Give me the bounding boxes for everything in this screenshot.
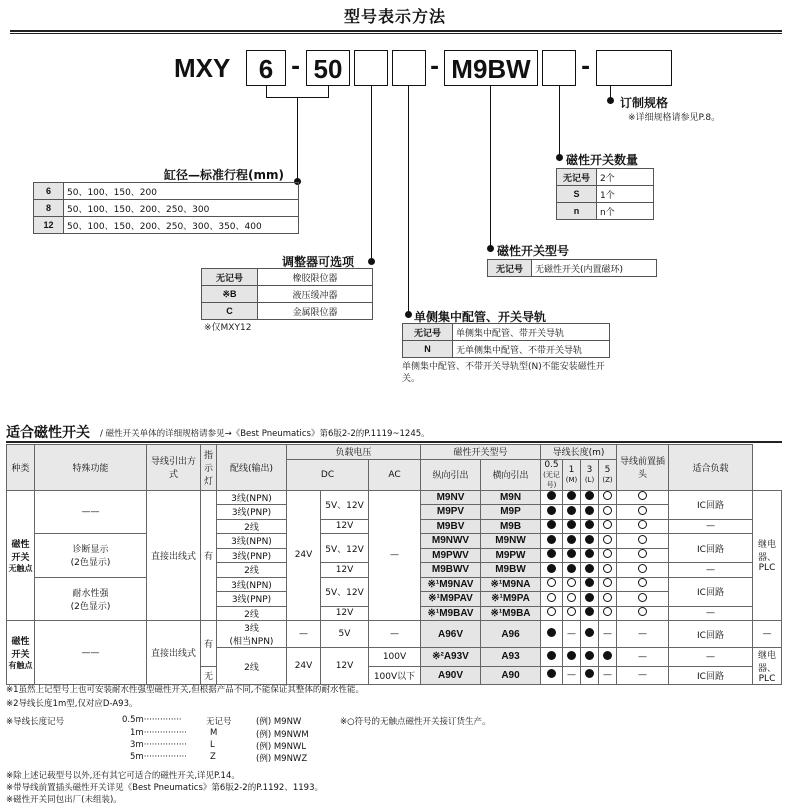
- made-to-order-mark: [603, 607, 612, 616]
- len-2: 3m················: [130, 740, 187, 750]
- available-mark: [585, 564, 594, 573]
- table-row: 磁性开关 有触点 —— 直接出线式 有 3线 (相当NPN) — 5V — A96V A96 — — — IC回路 —: [7, 621, 782, 648]
- len-0: 0.5m··············: [122, 715, 182, 725]
- available-mark: [547, 520, 556, 529]
- available-mark: [585, 593, 594, 602]
- note-1: ※1虽然上记型号上也可安装耐水性强型磁性开关,但根据产品不同,不能保证其整体的耐水性能。: [6, 685, 364, 695]
- made-to-order-mark: [567, 607, 576, 616]
- connector: [297, 97, 298, 181]
- made-to-order-mark: [567, 593, 576, 602]
- made-to-order-mark: [638, 535, 647, 544]
- len-1-code: M: [210, 728, 218, 738]
- table-row: 8 50、100、150、200、250、300: [34, 200, 299, 217]
- made-to-order-mark: [638, 491, 647, 500]
- note-4: ※带导线前置插头磁性开关详见《Best Pneumatics》第6版2-2的P.1192、1193。: [6, 783, 323, 793]
- note-2: ※2导线长度1m型,仅对应D-A93。: [6, 699, 138, 709]
- bore-title: 缸径—标准行程(mm): [164, 168, 284, 182]
- made-to-order-mark: [567, 578, 576, 587]
- swtype-title: 磁性开关型号: [497, 244, 570, 258]
- table-row: 无记号 2个: [557, 169, 654, 186]
- title-rule-thin: [10, 33, 782, 34]
- table-row: 无记号 无磁性开关(内置磁环): [488, 260, 657, 277]
- section-title: 适合磁性开关: [6, 425, 90, 441]
- len-2-code: L: [210, 740, 215, 750]
- len-1: 1m················: [130, 728, 187, 738]
- available-mark: [603, 651, 612, 660]
- section-subtitle: / 磁性开关单体的详细规格请参见→《Best Pneumatics》第6版2-2的P.1119~1245。: [100, 429, 430, 439]
- connector-dot: [405, 311, 412, 318]
- table-row: 无记号 单侧集中配管、带开关导轨: [403, 324, 610, 341]
- available-mark: [547, 506, 556, 515]
- model-dash-2: -: [430, 55, 440, 80]
- table-header-row: 种类 特殊功能 导线引出方式 指示灯 配线(输出) 负载电压 磁性开关型号 导线长度(m) 导线前置插头 适合负载: [7, 445, 782, 460]
- table-row: 3线(PNP) ※¹M9PAV ※¹M9PA: [7, 592, 782, 607]
- available-mark: [585, 549, 594, 558]
- table-row: N 无单侧集中配管、不带开关导轨: [403, 341, 610, 358]
- available-mark: [585, 535, 594, 544]
- available-mark: [585, 651, 594, 660]
- available-mark: [585, 520, 594, 529]
- made-to-order-mark: [603, 520, 612, 529]
- made-to-order-mark: [547, 607, 556, 616]
- available-mark: [547, 549, 556, 558]
- page-title: 型号表示方法: [343, 7, 446, 26]
- available-mark: [567, 491, 576, 500]
- table-row: 无记号 橡胶限位器: [202, 269, 373, 286]
- made-to-order-mark: [638, 549, 647, 558]
- available-mark: [567, 535, 576, 544]
- adjuster-note: ※仅MXY12: [204, 323, 252, 333]
- table-row: 2线 12V ※¹M9BAV ※¹M9BA —: [7, 606, 782, 621]
- table-row: 3线(PNP) M9PWV M9PW: [7, 548, 782, 563]
- available-mark: [547, 564, 556, 573]
- table-header-row: DC AC 纵向引出 横向引出 0.5 (无记号) 1 (M) 3 (L) 5 (Z): [7, 459, 782, 490]
- circle-note: ※○符号的无触点磁性开关接订货生产。: [340, 717, 491, 727]
- len-1-ex: (例) M9NWM: [256, 730, 309, 740]
- table-row: 耐水性强 (2色显示) 3线(NPN) 5V、12V ※¹M9NAV ※¹M9NA IC回路: [7, 577, 782, 592]
- len-3-code: Z: [210, 752, 216, 762]
- table-row: 无 100V以下 A90V A90 — — — IC回路: [7, 666, 782, 685]
- table-row: 2线 24V 12V 100V ※²A93V A93 — — 继电器、PLC: [7, 648, 782, 667]
- made-to-order-mark: [547, 578, 556, 587]
- available-mark: [567, 549, 576, 558]
- model-rail-box: [392, 50, 426, 86]
- available-mark: [547, 491, 556, 500]
- available-mark: [567, 651, 576, 660]
- table-row: 6 50、100、150、200: [34, 183, 299, 200]
- connector-dot: [556, 154, 563, 161]
- title-rule: [10, 30, 782, 32]
- table-row: ※B 液压缓冲器: [202, 286, 373, 303]
- made-to-order-mark: [603, 578, 612, 587]
- note-5: ※磁性开关同包出厂(未组装)。: [6, 795, 122, 805]
- model-stroke-box: 50: [306, 50, 350, 86]
- made-to-order-mark: [547, 593, 556, 602]
- connector-dot: [487, 245, 494, 252]
- model-qty-box: [542, 50, 576, 86]
- qty-table: [556, 168, 654, 220]
- table-row: 3线(PNP) M9PV M9P: [7, 505, 782, 520]
- made-to-order-mark: [603, 506, 612, 515]
- note-3: ※除上述记载型号以外,还有其它可适合的磁性开关,详见P.14。: [6, 771, 240, 781]
- len-2-ex: (例) M9NWL: [256, 742, 307, 752]
- table-row: S 1个: [557, 186, 654, 203]
- connector: [408, 86, 409, 315]
- made-to-order-mark: [638, 520, 647, 529]
- custom-note: ※详细规格请参见P.8。: [628, 113, 721, 123]
- table-row: 诊断显示 (2色显示) 3线(NPN) 5V、12V M9NWV M9NW IC回路: [7, 534, 782, 549]
- made-to-order-mark: [638, 607, 647, 616]
- model-bore-box: 6: [246, 50, 286, 86]
- len-3-ex: (例) M9NWZ: [256, 754, 308, 764]
- model-adjuster-box: [354, 50, 388, 86]
- table-row: 磁性开关 无触点 —— 直接出线式 有 3线(NPN) 24V 5V、12V — M9NV M9N IC回路 继电器、PLC: [7, 490, 782, 505]
- available-mark: [585, 628, 594, 637]
- connector: [490, 86, 491, 252]
- len-0-ex: (例) M9NW: [256, 717, 302, 727]
- made-to-order-mark: [603, 593, 612, 602]
- table-row: 2线 12V M9BWV M9BW —: [7, 563, 782, 578]
- available-mark: [547, 669, 556, 678]
- connector: [371, 86, 372, 264]
- made-to-order-mark: [638, 593, 647, 602]
- made-to-order-mark: [638, 506, 647, 515]
- rail-table: [402, 323, 610, 358]
- made-to-order-mark: [603, 535, 612, 544]
- adjuster-title: 调整器可选项: [282, 255, 355, 269]
- available-mark: [547, 628, 556, 637]
- table-row: n n个: [557, 203, 654, 220]
- connector: [559, 86, 560, 161]
- available-mark: [567, 520, 576, 529]
- custom-title: 订制规格: [620, 96, 669, 110]
- available-mark: [585, 506, 594, 515]
- model-prefix: MXY: [174, 53, 231, 83]
- table-row: 2线 12V M9BV M9B —: [7, 519, 782, 534]
- connector-dot: [368, 258, 375, 265]
- bore-table: [33, 182, 299, 234]
- available-mark: [547, 651, 556, 660]
- made-to-order-mark: [603, 549, 612, 558]
- len-3: 5m················: [130, 752, 187, 762]
- swtype-table: [487, 259, 657, 277]
- available-mark: [585, 491, 594, 500]
- available-mark: [585, 669, 594, 678]
- section-rule: [6, 441, 782, 443]
- model-switch-box: M9BW: [444, 50, 538, 86]
- adjuster-table: [201, 268, 373, 320]
- model-custom-box: [596, 50, 672, 86]
- len-0-code: 无记号: [206, 717, 232, 727]
- table-row: C 金属限位器: [202, 303, 373, 320]
- rail-note: 单侧集中配管、不带开关导轨型(N)不能安装磁性开关。: [402, 362, 605, 384]
- model-dash-3: -: [581, 55, 591, 80]
- switch-table: [6, 444, 782, 685]
- available-mark: [567, 564, 576, 573]
- qty-title: 磁性开关数量: [566, 153, 639, 167]
- len-title: ※导线长度记号: [6, 717, 65, 727]
- made-to-order-mark: [638, 578, 647, 587]
- made-to-order-mark: [603, 564, 612, 573]
- available-mark: [585, 607, 594, 616]
- model-dash: -: [291, 55, 301, 80]
- made-to-order-mark: [638, 564, 647, 573]
- connector-dot: [607, 97, 614, 104]
- available-mark: [585, 578, 594, 587]
- table-row: 12 50、100、150、200、250、300、350、400: [34, 217, 299, 234]
- rail-title: 单侧集中配管、开关导轨: [414, 310, 547, 324]
- available-mark: [567, 506, 576, 515]
- made-to-order-mark: [603, 491, 612, 500]
- available-mark: [547, 535, 556, 544]
